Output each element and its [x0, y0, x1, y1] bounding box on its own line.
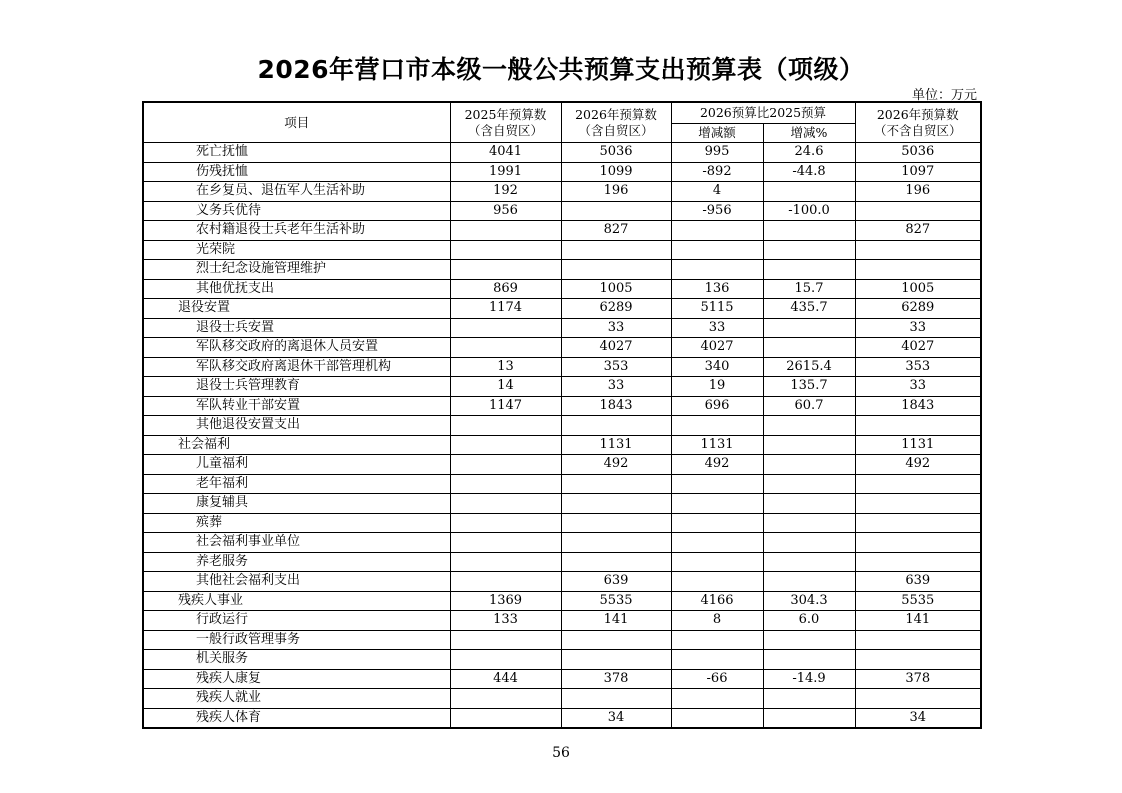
budget-2026-excluding-cell [855, 494, 981, 514]
header-2026ex-line2: （不含自贸区） [873, 122, 962, 138]
budget-2026-excluding-cell: 378 [855, 669, 981, 689]
item-name-cell: 养老服务 [143, 552, 450, 572]
budget-2026-cell: 353 [561, 357, 671, 377]
increase-amount-cell: 696 [671, 396, 763, 416]
budget-2026-cell: 1131 [561, 435, 671, 455]
budget-2026-excluding-cell [855, 630, 981, 650]
budget-2026-cell [561, 650, 671, 670]
budget-2026-cell: 5036 [561, 143, 671, 163]
increase-pct-cell [763, 455, 855, 475]
budget-2025-cell [450, 260, 561, 280]
budget-2026-excluding-cell: 4027 [855, 338, 981, 358]
unit-label: 单位：万元 [911, 88, 977, 103]
budget-2026-cell [561, 630, 671, 650]
header-2026-line2: （含自贸区） [578, 122, 654, 138]
budget-2026-excluding-cell: 827 [855, 221, 981, 241]
budget-2025-cell: 869 [450, 279, 561, 299]
increase-amount-cell: 19 [671, 377, 763, 397]
budget-2025-cell [450, 513, 561, 533]
budget-2026-cell: 4027 [561, 338, 671, 358]
increase-amount-cell [671, 552, 763, 572]
increase-pct-cell [763, 435, 855, 455]
increase-amount-cell [671, 513, 763, 533]
table-row [143, 455, 981, 475]
budget-2025-cell [450, 572, 561, 592]
table-row [143, 572, 981, 592]
increase-pct-cell: -100.0 [763, 201, 855, 221]
budget-2026-excluding-cell [855, 689, 981, 709]
table-row [143, 552, 981, 572]
item-name-cell: 残疾人体育 [143, 708, 450, 728]
increase-amount-cell: -66 [671, 669, 763, 689]
budget-2026-cell: 378 [561, 669, 671, 689]
increase-pct-cell [763, 650, 855, 670]
header-compare-group: 2026预算比2025预算 [671, 102, 855, 124]
header-item: 项目 [143, 102, 450, 143]
item-name-cell: 行政运行 [143, 611, 450, 631]
increase-pct-cell [763, 416, 855, 436]
budget-2025-cell: 1174 [450, 299, 561, 319]
budget-2025-cell [450, 494, 561, 514]
budget-2026-excluding-cell: 1131 [855, 435, 981, 455]
budget-2026-cell: 5535 [561, 591, 671, 611]
header-2025-line1: 2025年预算数 [464, 106, 547, 122]
increase-amount-cell: 4027 [671, 338, 763, 358]
table-row [143, 708, 981, 728]
budget-2025-cell: 192 [450, 182, 561, 202]
item-name-cell: 康复辅具 [143, 494, 450, 514]
increase-pct-cell [763, 474, 855, 494]
budget-2026-cell [561, 260, 671, 280]
item-name-cell: 殡葬 [143, 513, 450, 533]
table-row [143, 201, 981, 221]
budget-2026-excluding-cell: 33 [855, 377, 981, 397]
budget-2026-excluding-cell [855, 552, 981, 572]
item-name-cell: 机关服务 [143, 650, 450, 670]
increase-pct-cell: -44.8 [763, 162, 855, 182]
table-row [143, 260, 981, 280]
table-row [143, 533, 981, 553]
budget-2025-cell [450, 689, 561, 709]
budget-2026-excluding-cell: 5036 [855, 143, 981, 163]
item-name-cell: 儿童福利 [143, 455, 450, 475]
increase-pct-cell: 6.0 [763, 611, 855, 631]
increase-pct-cell [763, 240, 855, 260]
increase-amount-cell: 492 [671, 455, 763, 475]
table-row [143, 474, 981, 494]
budget-2025-cell: 1991 [450, 162, 561, 182]
budget-2025-cell [450, 240, 561, 260]
budget-2026-cell [561, 533, 671, 553]
budget-table [142, 101, 982, 729]
increase-amount-cell: 4 [671, 182, 763, 202]
budget-2026-cell: 141 [561, 611, 671, 631]
item-name-cell: 退役士兵安置 [143, 318, 450, 338]
item-name-cell: 残疾人事业 [143, 591, 450, 611]
table-row [143, 182, 981, 202]
item-name-cell: 退役士兵管理教育 [143, 377, 450, 397]
budget-2026-cell: 33 [561, 377, 671, 397]
budget-2026-cell [561, 201, 671, 221]
header-increase-pct: 增减% [763, 124, 855, 143]
budget-2026-excluding-cell [855, 416, 981, 436]
budget-2025-cell [450, 416, 561, 436]
item-name-cell: 义务兵优待 [143, 201, 450, 221]
budget-2026-excluding-cell: 6289 [855, 299, 981, 319]
increase-pct-cell [763, 572, 855, 592]
item-name-cell: 其他优抚支出 [143, 279, 450, 299]
budget-2026-excluding-cell [855, 474, 981, 494]
budget-2026-cell [561, 416, 671, 436]
header-2026-excluding [855, 102, 981, 143]
table-row [143, 318, 981, 338]
table-row [143, 162, 981, 182]
table-row [143, 513, 981, 533]
increase-amount-cell: 136 [671, 279, 763, 299]
table-row [143, 338, 981, 358]
budget-2026-cell [561, 552, 671, 572]
increase-pct-cell [763, 318, 855, 338]
item-name-cell: 军队转业干部安置 [143, 396, 450, 416]
item-name-cell: 农村籍退役士兵老年生活补助 [143, 221, 450, 241]
table-row [143, 143, 981, 163]
budget-2025-cell: 956 [450, 201, 561, 221]
budget-2026-excluding-cell: 1843 [855, 396, 981, 416]
budget-2025-cell: 1147 [450, 396, 561, 416]
increase-amount-cell: 33 [671, 318, 763, 338]
budget-2026-excluding-cell [855, 650, 981, 670]
budget-2026-excluding-cell: 33 [855, 318, 981, 338]
budget-2025-cell: 4041 [450, 143, 561, 163]
table-row [143, 669, 981, 689]
item-name-cell: 光荣院 [143, 240, 450, 260]
increase-amount-cell: 8 [671, 611, 763, 631]
header-2025 [450, 102, 561, 143]
budget-2026-cell: 492 [561, 455, 671, 475]
budget-2026-excluding-cell: 196 [855, 182, 981, 202]
increase-pct-cell: 24.6 [763, 143, 855, 163]
table-row [143, 689, 981, 709]
budget-2026-excluding-cell: 141 [855, 611, 981, 631]
increase-pct-cell: 135.7 [763, 377, 855, 397]
increase-amount-cell [671, 689, 763, 709]
budget-2026-excluding-cell [855, 513, 981, 533]
budget-2025-cell: 1369 [450, 591, 561, 611]
increase-amount-cell [671, 494, 763, 514]
increase-pct-cell: 60.7 [763, 396, 855, 416]
table-row [143, 377, 981, 397]
increase-pct-cell [763, 221, 855, 241]
budget-2026-excluding-cell [855, 240, 981, 260]
budget-2026-cell [561, 474, 671, 494]
budget-2026-cell: 827 [561, 221, 671, 241]
increase-amount-cell [671, 708, 763, 728]
item-name-cell: 在乡复员、退伍军人生活补助 [143, 182, 450, 202]
budget-2026-excluding-cell: 1097 [855, 162, 981, 182]
budget-2026-excluding-cell [855, 201, 981, 221]
budget-2026-cell: 639 [561, 572, 671, 592]
budget-2026-cell: 196 [561, 182, 671, 202]
table-row [143, 650, 981, 670]
table-row [143, 221, 981, 241]
increase-amount-cell: 995 [671, 143, 763, 163]
header-2026ex-line1: 2026年预算数 [876, 106, 959, 122]
increase-pct-cell: -14.9 [763, 669, 855, 689]
increase-amount-cell [671, 240, 763, 260]
increase-pct-cell [763, 630, 855, 650]
increase-pct-cell: 435.7 [763, 299, 855, 319]
item-name-cell: 军队移交政府的离退休人员安置 [143, 338, 450, 358]
increase-pct-cell [763, 494, 855, 514]
budget-2025-cell [450, 474, 561, 494]
item-name-cell: 伤残抚恤 [143, 162, 450, 182]
item-name-cell: 一般行政管理事务 [143, 630, 450, 650]
budget-2026-excluding-cell: 492 [855, 455, 981, 475]
increase-amount-cell: 5115 [671, 299, 763, 319]
item-name-cell: 死亡抚恤 [143, 143, 450, 163]
table-row [143, 630, 981, 650]
item-name-cell: 残疾人就业 [143, 689, 450, 709]
increase-pct-cell [763, 552, 855, 572]
budget-2025-cell [450, 338, 561, 358]
budget-2026-cell [561, 689, 671, 709]
budget-2026-cell [561, 240, 671, 260]
increase-pct-cell [763, 708, 855, 728]
table-row [143, 396, 981, 416]
budget-2025-cell: 444 [450, 669, 561, 689]
budget-2025-cell [450, 630, 561, 650]
increase-amount-cell [671, 650, 763, 670]
budget-2026-cell: 1099 [561, 162, 671, 182]
increase-amount-cell: 1131 [671, 435, 763, 455]
header-increase-amount: 增减额 [671, 124, 763, 143]
budget-2026-excluding-cell: 34 [855, 708, 981, 728]
budget-2026-cell: 33 [561, 318, 671, 338]
budget-2025-cell [450, 435, 561, 455]
table-row [143, 435, 981, 455]
increase-amount-cell [671, 630, 763, 650]
page-title: 2026年营口市本级一般公共预算支出预算表（项级） [257, 55, 865, 84]
table-row [143, 240, 981, 260]
increase-amount-cell: 4166 [671, 591, 763, 611]
increase-pct-cell [763, 533, 855, 553]
increase-pct-cell [763, 513, 855, 533]
budget-2026-excluding-cell [855, 260, 981, 280]
table-body [143, 143, 981, 729]
budget-2025-cell [450, 552, 561, 572]
budget-2025-cell: 13 [450, 357, 561, 377]
item-name-cell: 退役安置 [143, 299, 450, 319]
table-row [143, 611, 981, 631]
item-name-cell: 残疾人康复 [143, 669, 450, 689]
budget-2025-cell: 133 [450, 611, 561, 631]
budget-2025-cell [450, 318, 561, 338]
increase-amount-cell [671, 533, 763, 553]
budget-2026-cell [561, 513, 671, 533]
budget-2025-cell: 14 [450, 377, 561, 397]
increase-pct-cell: 304.3 [763, 591, 855, 611]
budget-2026-cell: 1005 [561, 279, 671, 299]
increase-amount-cell [671, 572, 763, 592]
page-number: 56 [552, 745, 570, 761]
increase-amount-cell [671, 221, 763, 241]
increase-pct-cell [763, 338, 855, 358]
increase-amount-cell: -956 [671, 201, 763, 221]
item-name-cell: 老年福利 [143, 474, 450, 494]
table-row [143, 299, 981, 319]
budget-2026-cell: 34 [561, 708, 671, 728]
budget-2026-excluding-cell: 353 [855, 357, 981, 377]
increase-amount-cell: 340 [671, 357, 763, 377]
header-2026 [561, 102, 671, 143]
budget-2026-excluding-cell: 639 [855, 572, 981, 592]
increase-amount-cell [671, 260, 763, 280]
item-name-cell: 烈士纪念设施管理维护 [143, 260, 450, 280]
increase-amount-cell [671, 416, 763, 436]
item-name-cell: 其他退役安置支出 [143, 416, 450, 436]
increase-pct-cell [763, 689, 855, 709]
item-name-cell: 其他社会福利支出 [143, 572, 450, 592]
budget-2026-cell: 1843 [561, 396, 671, 416]
budget-2026-excluding-cell [855, 533, 981, 553]
table-row [143, 416, 981, 436]
budget-2025-cell [450, 708, 561, 728]
increase-pct-cell [763, 260, 855, 280]
budget-2025-cell [450, 650, 561, 670]
budget-2025-cell [450, 533, 561, 553]
item-name-cell: 社会福利 [143, 435, 450, 455]
item-name-cell: 社会福利事业单位 [143, 533, 450, 553]
table-row [143, 279, 981, 299]
table-row [143, 494, 981, 514]
table-row [143, 357, 981, 377]
header-2025-line2: （含自贸区） [467, 122, 543, 138]
increase-amount-cell [671, 474, 763, 494]
budget-2026-cell [561, 494, 671, 514]
budget-2026-cell: 6289 [561, 299, 671, 319]
header-2026-line1: 2026年预算数 [575, 106, 657, 122]
item-name-cell: 军队移交政府离退休干部管理机构 [143, 357, 450, 377]
increase-pct-cell: 15.7 [763, 279, 855, 299]
table-row [143, 591, 981, 611]
budget-2025-cell [450, 221, 561, 241]
budget-2026-excluding-cell: 1005 [855, 279, 981, 299]
increase-pct-cell: 2615.4 [763, 357, 855, 377]
increase-pct-cell [763, 182, 855, 202]
increase-amount-cell: -892 [671, 162, 763, 182]
budget-2025-cell [450, 455, 561, 475]
budget-2026-excluding-cell: 5535 [855, 591, 981, 611]
